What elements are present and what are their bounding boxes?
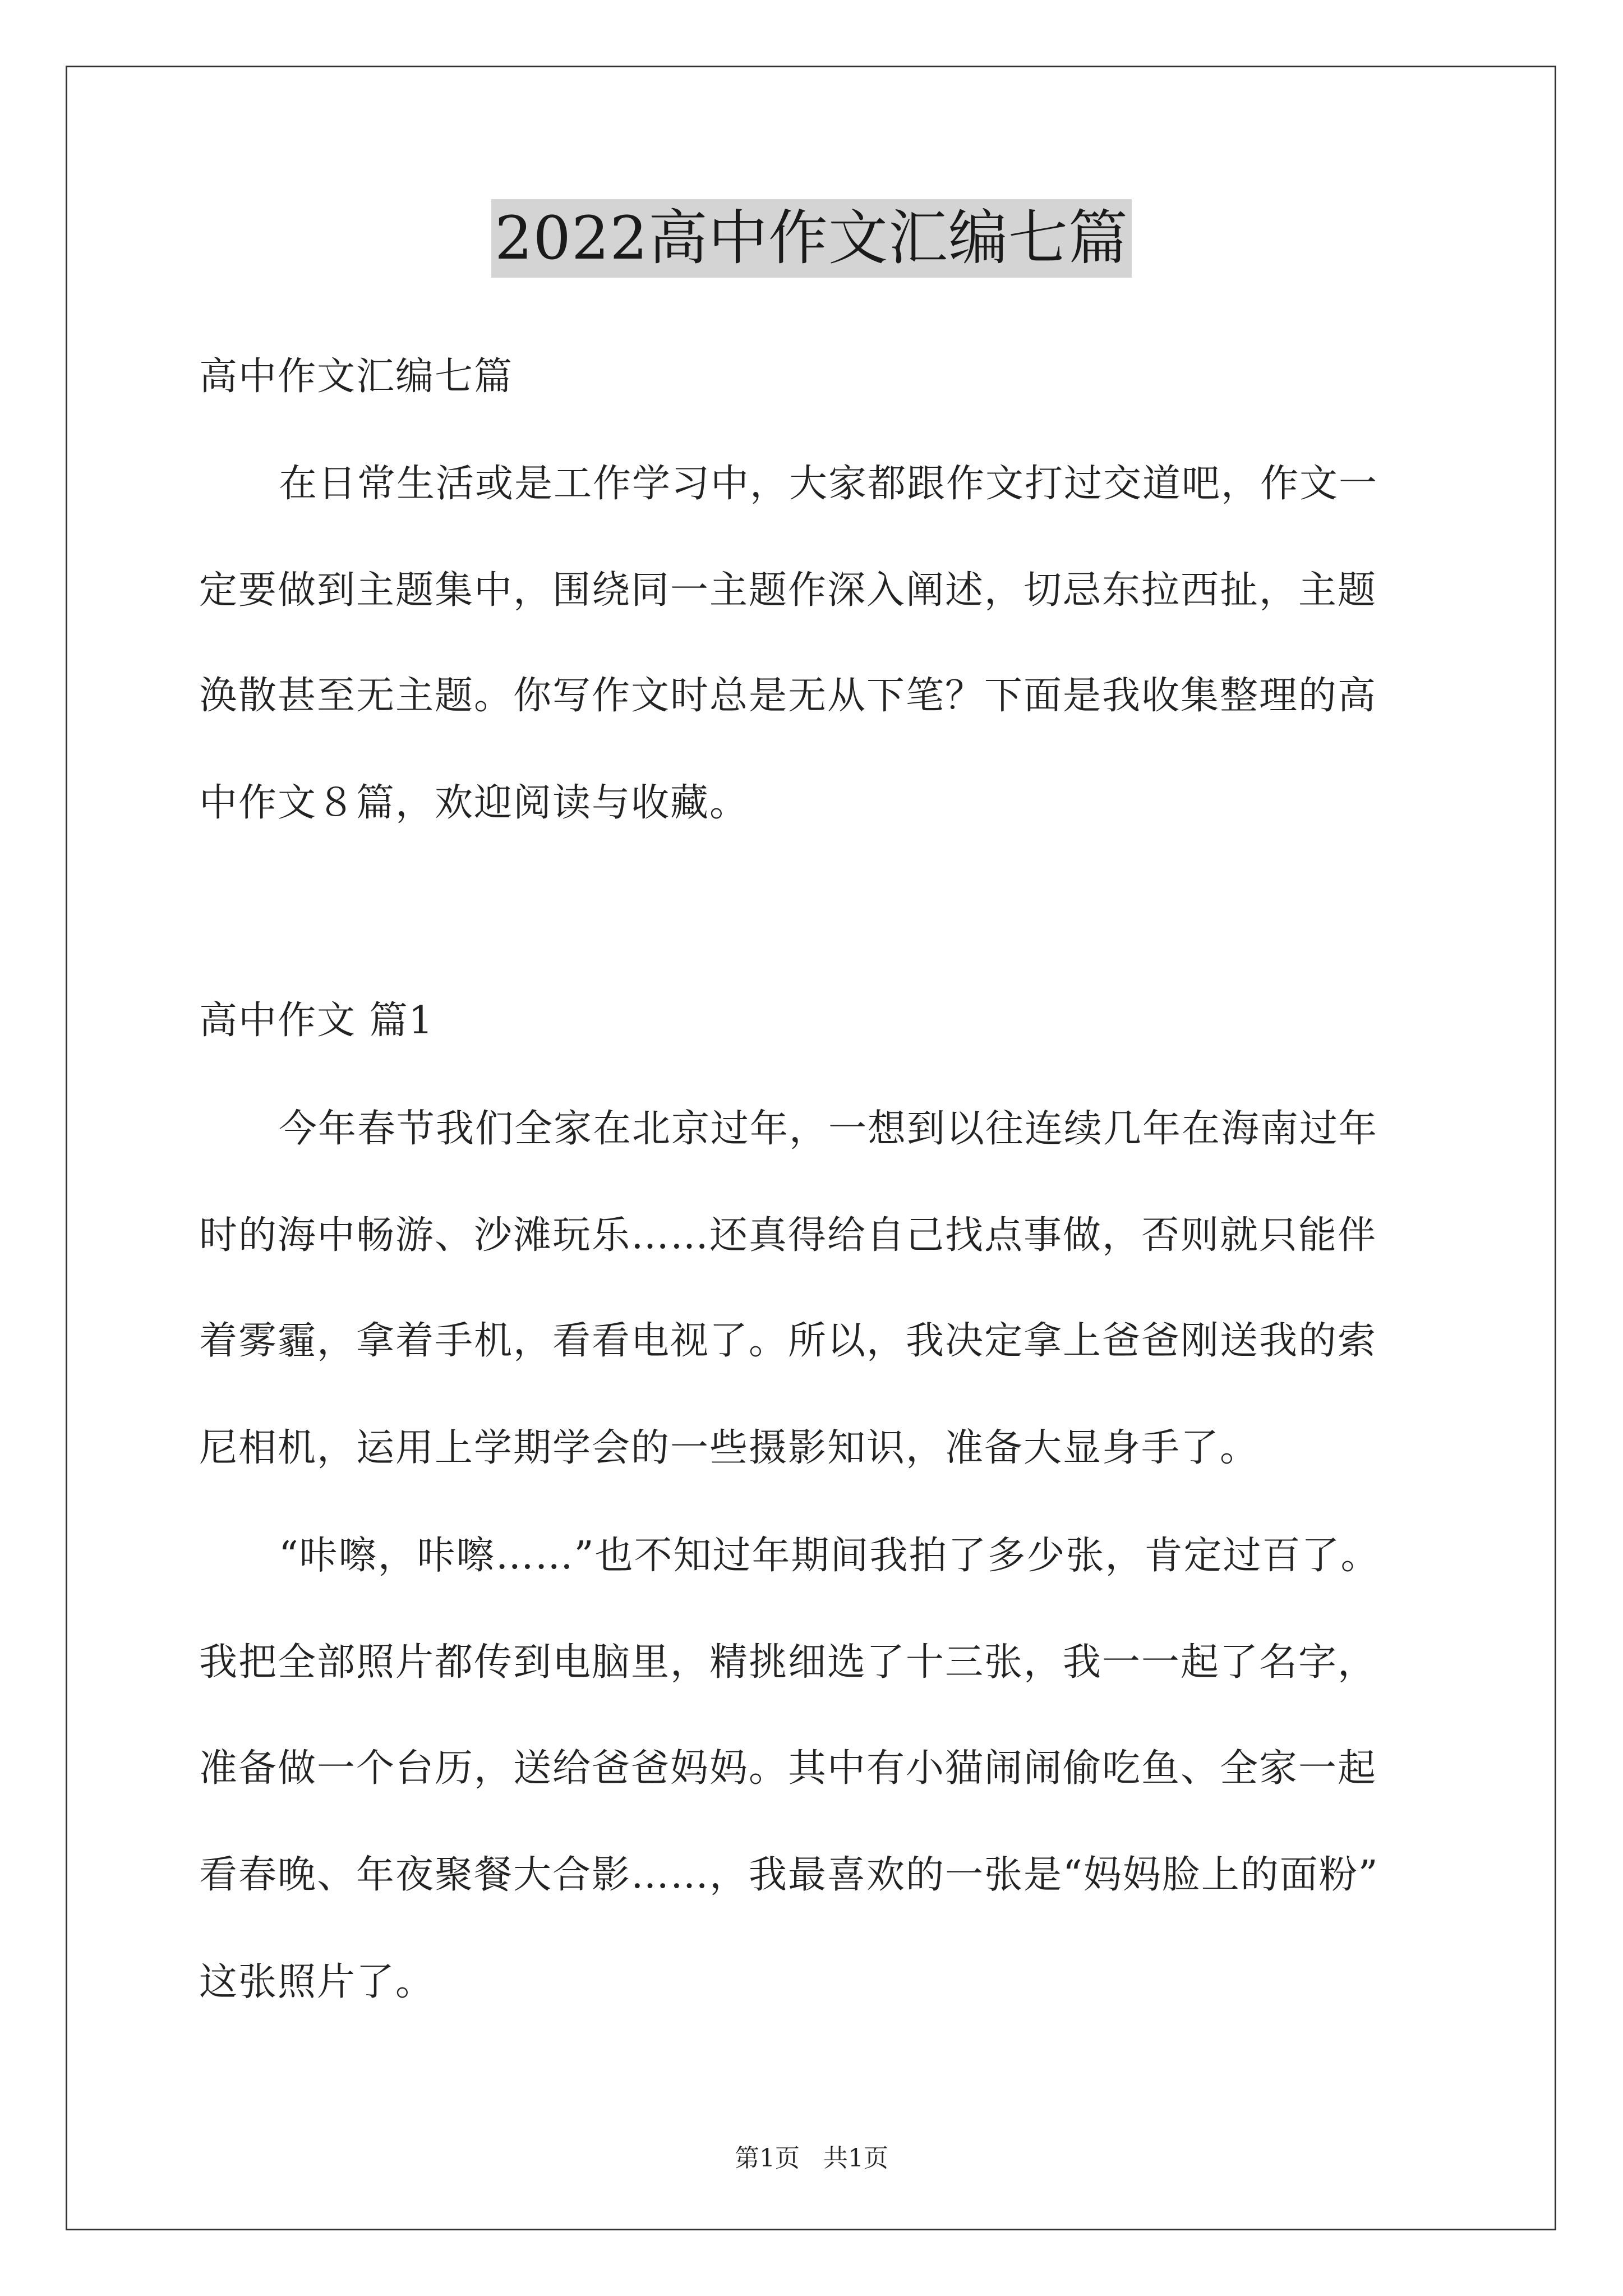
- paragraph2-line-2: 我把全部照片都传到电脑里，精挑细选了十三张，我一一起了名字，: [199, 1640, 1377, 1685]
- document-subtitle: 高中作文汇编七篇: [199, 355, 514, 399]
- paragraph1-line-4: 尼相机，运用上学期学会的一些摄影知识，准备大显身手了。: [199, 1426, 1260, 1470]
- page-footer: [0, 2143, 1623, 2174]
- paragraph2-line-1: “咔嚓，咔嚓……”也不知过年期间我拍了多少张，肯定过百了。: [279, 1534, 1380, 1578]
- intro-line-3: 涣散甚至无主题。你写作文时总是无从下笔？下面是我收集整理的高: [199, 674, 1377, 718]
- paragraph1-line-3: 着雾霾，拿着手机，看看电视了。所以，我决定拿上爸爸刚送我的索: [199, 1319, 1377, 1363]
- page-number: 第1页: [735, 2144, 800, 2173]
- intro-line-1: 在日常生活或是工作学习中，大家都跟作文打过交道吧，作文一: [279, 462, 1378, 506]
- page-total: 共1页: [823, 2144, 888, 2173]
- paragraph1-line-2: 时的海中畅游、沙滩玩乐……还真得给自己找点事做，否则就只能伴: [199, 1213, 1377, 1258]
- document-title: 2022高中作文汇编七篇: [491, 199, 1132, 278]
- intro-line-4: 中作文８篇，欢迎阅读与收藏。: [199, 781, 749, 825]
- paragraph1-line-1: 今年春节我们全家在北京过年，一想到以往连续几年在海南过年: [279, 1107, 1378, 1151]
- paragraph2-line-5: 这张照片了。: [199, 1960, 435, 2004]
- section-heading: 高中作文 篇1: [199, 999, 434, 1043]
- paragraph2-line-4: 看春晚、年夜聚餐大合影……，我最喜欢的一张是“妈妈脸上的面粉”: [199, 1853, 1379, 1897]
- title-container: [0, 199, 1623, 278]
- intro-line-2: 定要做到主题集中，围绕同一主题作深入阐述，切忌东拉西扯，主题: [199, 568, 1377, 613]
- paragraph2-line-3: 准备做一个台历，送给爸爸妈妈。其中有小猫闹闹偷吃鱼、全家一起: [199, 1746, 1377, 1791]
